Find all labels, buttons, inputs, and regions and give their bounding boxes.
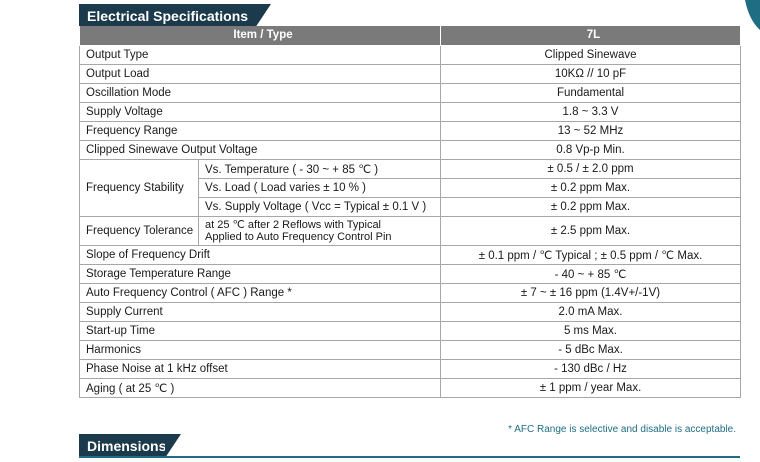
table-row (80, 83, 741, 102)
row-value: - 40 ~ + 85 ℃ (441, 264, 741, 283)
row-value: 10KΩ // 10 pF (441, 64, 741, 83)
table-row (80, 159, 741, 178)
dimensions-title: Dimensions (79, 434, 165, 458)
row-label: Frequency Range (80, 121, 441, 140)
electrical-specifications-title: Electrical Specifications (79, 4, 255, 28)
row-value: 5 ms Max. (441, 321, 741, 340)
table-row (80, 359, 741, 378)
row-label: Supply Voltage (80, 102, 441, 121)
row-value: ± 0.1 ppm / ℃ Typical ; ± 0.5 ppm / ℃ Max. (441, 245, 741, 264)
condition-line: at 25 ℃ after 2 Reflows with Typical (205, 218, 382, 231)
afc-footnote: * AFC Range is selective and disable is acceptable. (508, 424, 736, 435)
row-label: Output Type (80, 45, 441, 64)
frequency-stability-label: Frequency Stability (80, 159, 199, 216)
table-row (80, 321, 741, 340)
dimensions-underline (79, 456, 740, 458)
row-label: Slope of Frequency Drift (80, 245, 441, 264)
corner-decoration (745, 0, 760, 30)
row-label: Aging ( at 25 ℃ ) (80, 378, 441, 397)
row-label: Storage Temperature Range (80, 264, 441, 283)
condition-line: Applied to Auto Frequency Control Pin (205, 230, 392, 243)
table-row (80, 140, 741, 159)
row-value: Fundamental (441, 83, 741, 102)
row-label: Oscillation Mode (80, 83, 441, 102)
table-row (80, 302, 741, 321)
row-value: - 130 dBc / Hz (441, 359, 741, 378)
row-value: 13 ~ 52 MHz (441, 121, 741, 140)
row-value: ± 1 ppm / year Max. (441, 378, 741, 397)
row-label: Supply Current (80, 302, 441, 321)
row-label: Clipped Sinewave Output Voltage (80, 140, 441, 159)
row-label: Phase Noise at 1 kHz offset (80, 359, 441, 378)
table-header-row (80, 26, 741, 45)
row-label: Auto Frequency Control ( AFC ) Range * (80, 283, 441, 302)
sub-value: ± 0.2 ppm Max. (441, 178, 741, 197)
row-label: Output Load (80, 64, 441, 83)
table-row (80, 378, 741, 397)
table-row (80, 264, 741, 283)
header-item-type: Item / Type (80, 26, 441, 45)
row-label: Start-up Time (80, 321, 441, 340)
table-row (80, 216, 741, 245)
row-value: 2.0 mA Max. (441, 302, 741, 321)
sub-condition: Vs. Load ( Load varies ± 10 % ) (199, 178, 441, 197)
electrical-spec-table (79, 26, 741, 398)
table-row (80, 340, 741, 359)
row-value: 0.8 Vp-p Min. (441, 140, 741, 159)
sub-condition: Vs. Supply Voltage ( Vcc = Typical ± 0.1 V ) (199, 197, 441, 216)
row-value: 1.8 ~ 3.3 V (441, 102, 741, 121)
sub-value: ± 0.2 ppm Max. (441, 197, 741, 216)
row-label: Harmonics (80, 340, 441, 359)
table-row (80, 102, 741, 121)
header-type-7l: 7L (441, 26, 741, 45)
table-row (80, 45, 741, 64)
row-value: - 5 dBc Max. (441, 340, 741, 359)
table-row (80, 283, 741, 302)
frequency-tolerance-label: Frequency Tolerance (80, 216, 199, 245)
sub-value: ± 0.5 / ± 2.0 ppm (441, 159, 741, 178)
table-row (80, 245, 741, 264)
row-value: Clipped Sinewave (441, 45, 741, 64)
row-value: ± 7 ~ ± 16 ppm (1.4V+/-1V) (441, 283, 741, 302)
frequency-tolerance-value: ± 2.5 ppm Max. (441, 216, 741, 245)
frequency-tolerance-condition (199, 216, 441, 245)
table-row (80, 121, 741, 140)
table-row (80, 64, 741, 83)
sub-condition: Vs. Temperature ( - 30 ~ + 85 ℃ ) (199, 159, 441, 178)
